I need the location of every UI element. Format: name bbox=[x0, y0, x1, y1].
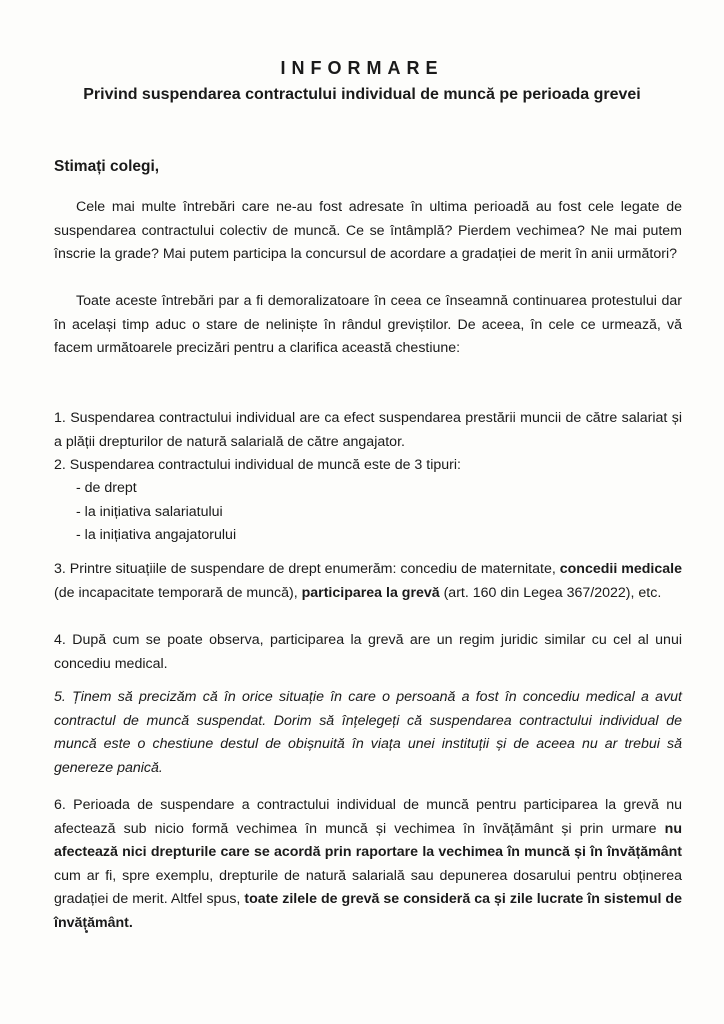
list-item: - la inițiativa salariatului bbox=[76, 503, 223, 520]
point-3-text: 3. Printre situațiile de suspendare de drept enumerăm: concediu de maternitate, bbox=[54, 561, 560, 577]
point-3 bbox=[54, 558, 682, 605]
point-4: 4. După cum se poate observa, participarea la grevă are un regim juridic similar cu cel al unui concediu medical. bbox=[54, 632, 682, 672]
point-5: 5. Ținem să precizăm că în orice situație în care o persoană a fost în concediu medical a avut contractul de muncă suspendat. Dorim să înțelegeți că suspendarea contractului individual de muncă este o chestiune destul de obișnuită în viața unei instituții și de aceea nu ar trebui să genereze panică. bbox=[54, 689, 682, 776]
intro-paragraph-1: Cele mai multe întrebări care ne-au fost adresate în ultima perioadă au fost cele legate de suspendarea contractului colectiv de muncă. Ce se întâmplă? Pierdem vechimea? Ne mai putem înscrie la grade? Mai putem participa la concursul de acordare a gradației de merit în anii următori? bbox=[54, 199, 682, 262]
point-1: 1. Suspendarea contractului individual are ca efect suspendarea prestării muncii de către salariat și a plății drepturilor de natură salarială de către angajator. bbox=[54, 410, 682, 450]
point-3-text: (art. 160 din Legea 367/2022), etc. bbox=[439, 584, 662, 601]
point-6-bold-rights: nu afectează nici drepturile care se acordă prin raportare la vechimea în muncă și în învățământ bbox=[54, 820, 682, 860]
stray-mark bbox=[85, 930, 88, 933]
greeting: Stimați colegi, bbox=[54, 158, 160, 175]
point-3-bold-medical: concedii medicale bbox=[559, 561, 682, 577]
intro-paragraph-2: Toate aceste întrebări par a fi demoralizatoare în ceea ce înseamnă continuarea protestului dar în același timp aduc o stare de neliniște în rândul greviștilor. De aceea, în cele ce urmează, vă facem următoarele precizări pentru a clarifica această chestiune: bbox=[54, 293, 682, 356]
point-6-text: cum ar fi, spre exemplu, drepturile de natură salarială sau depunerea dosarului pentru obținerea gradației de merit. Altfel spus, bbox=[54, 867, 682, 907]
point-3-bold-strike: participarea la grevă bbox=[301, 584, 440, 601]
point-6-text: 6. Perioada de suspendare a contractului individual de muncă pentru participarea la grevă nu afectează sub nicio formă vechimea în muncă și vechimea în învățământ și prin urmare bbox=[54, 797, 682, 837]
point-6 bbox=[54, 794, 682, 935]
document-subtitle: Privind suspendarea contractului individual de muncă pe perioada grevei bbox=[83, 86, 641, 103]
list-item: - la inițiativa angajatorului bbox=[76, 527, 237, 543]
point-3-text: (de incapacitate temporară de muncă), bbox=[54, 584, 302, 601]
document-title: INFORMARE bbox=[280, 58, 444, 78]
type-list bbox=[54, 477, 704, 548]
list-item: - de drept bbox=[76, 480, 137, 496]
point-2: 2. Suspendarea contractului individual de muncă este de 3 tipuri: bbox=[54, 457, 461, 473]
point-6-bold-conclusion: toate zilele de grevă se consideră ca și zile lucrate în sistemul de învățământ. bbox=[54, 891, 682, 931]
